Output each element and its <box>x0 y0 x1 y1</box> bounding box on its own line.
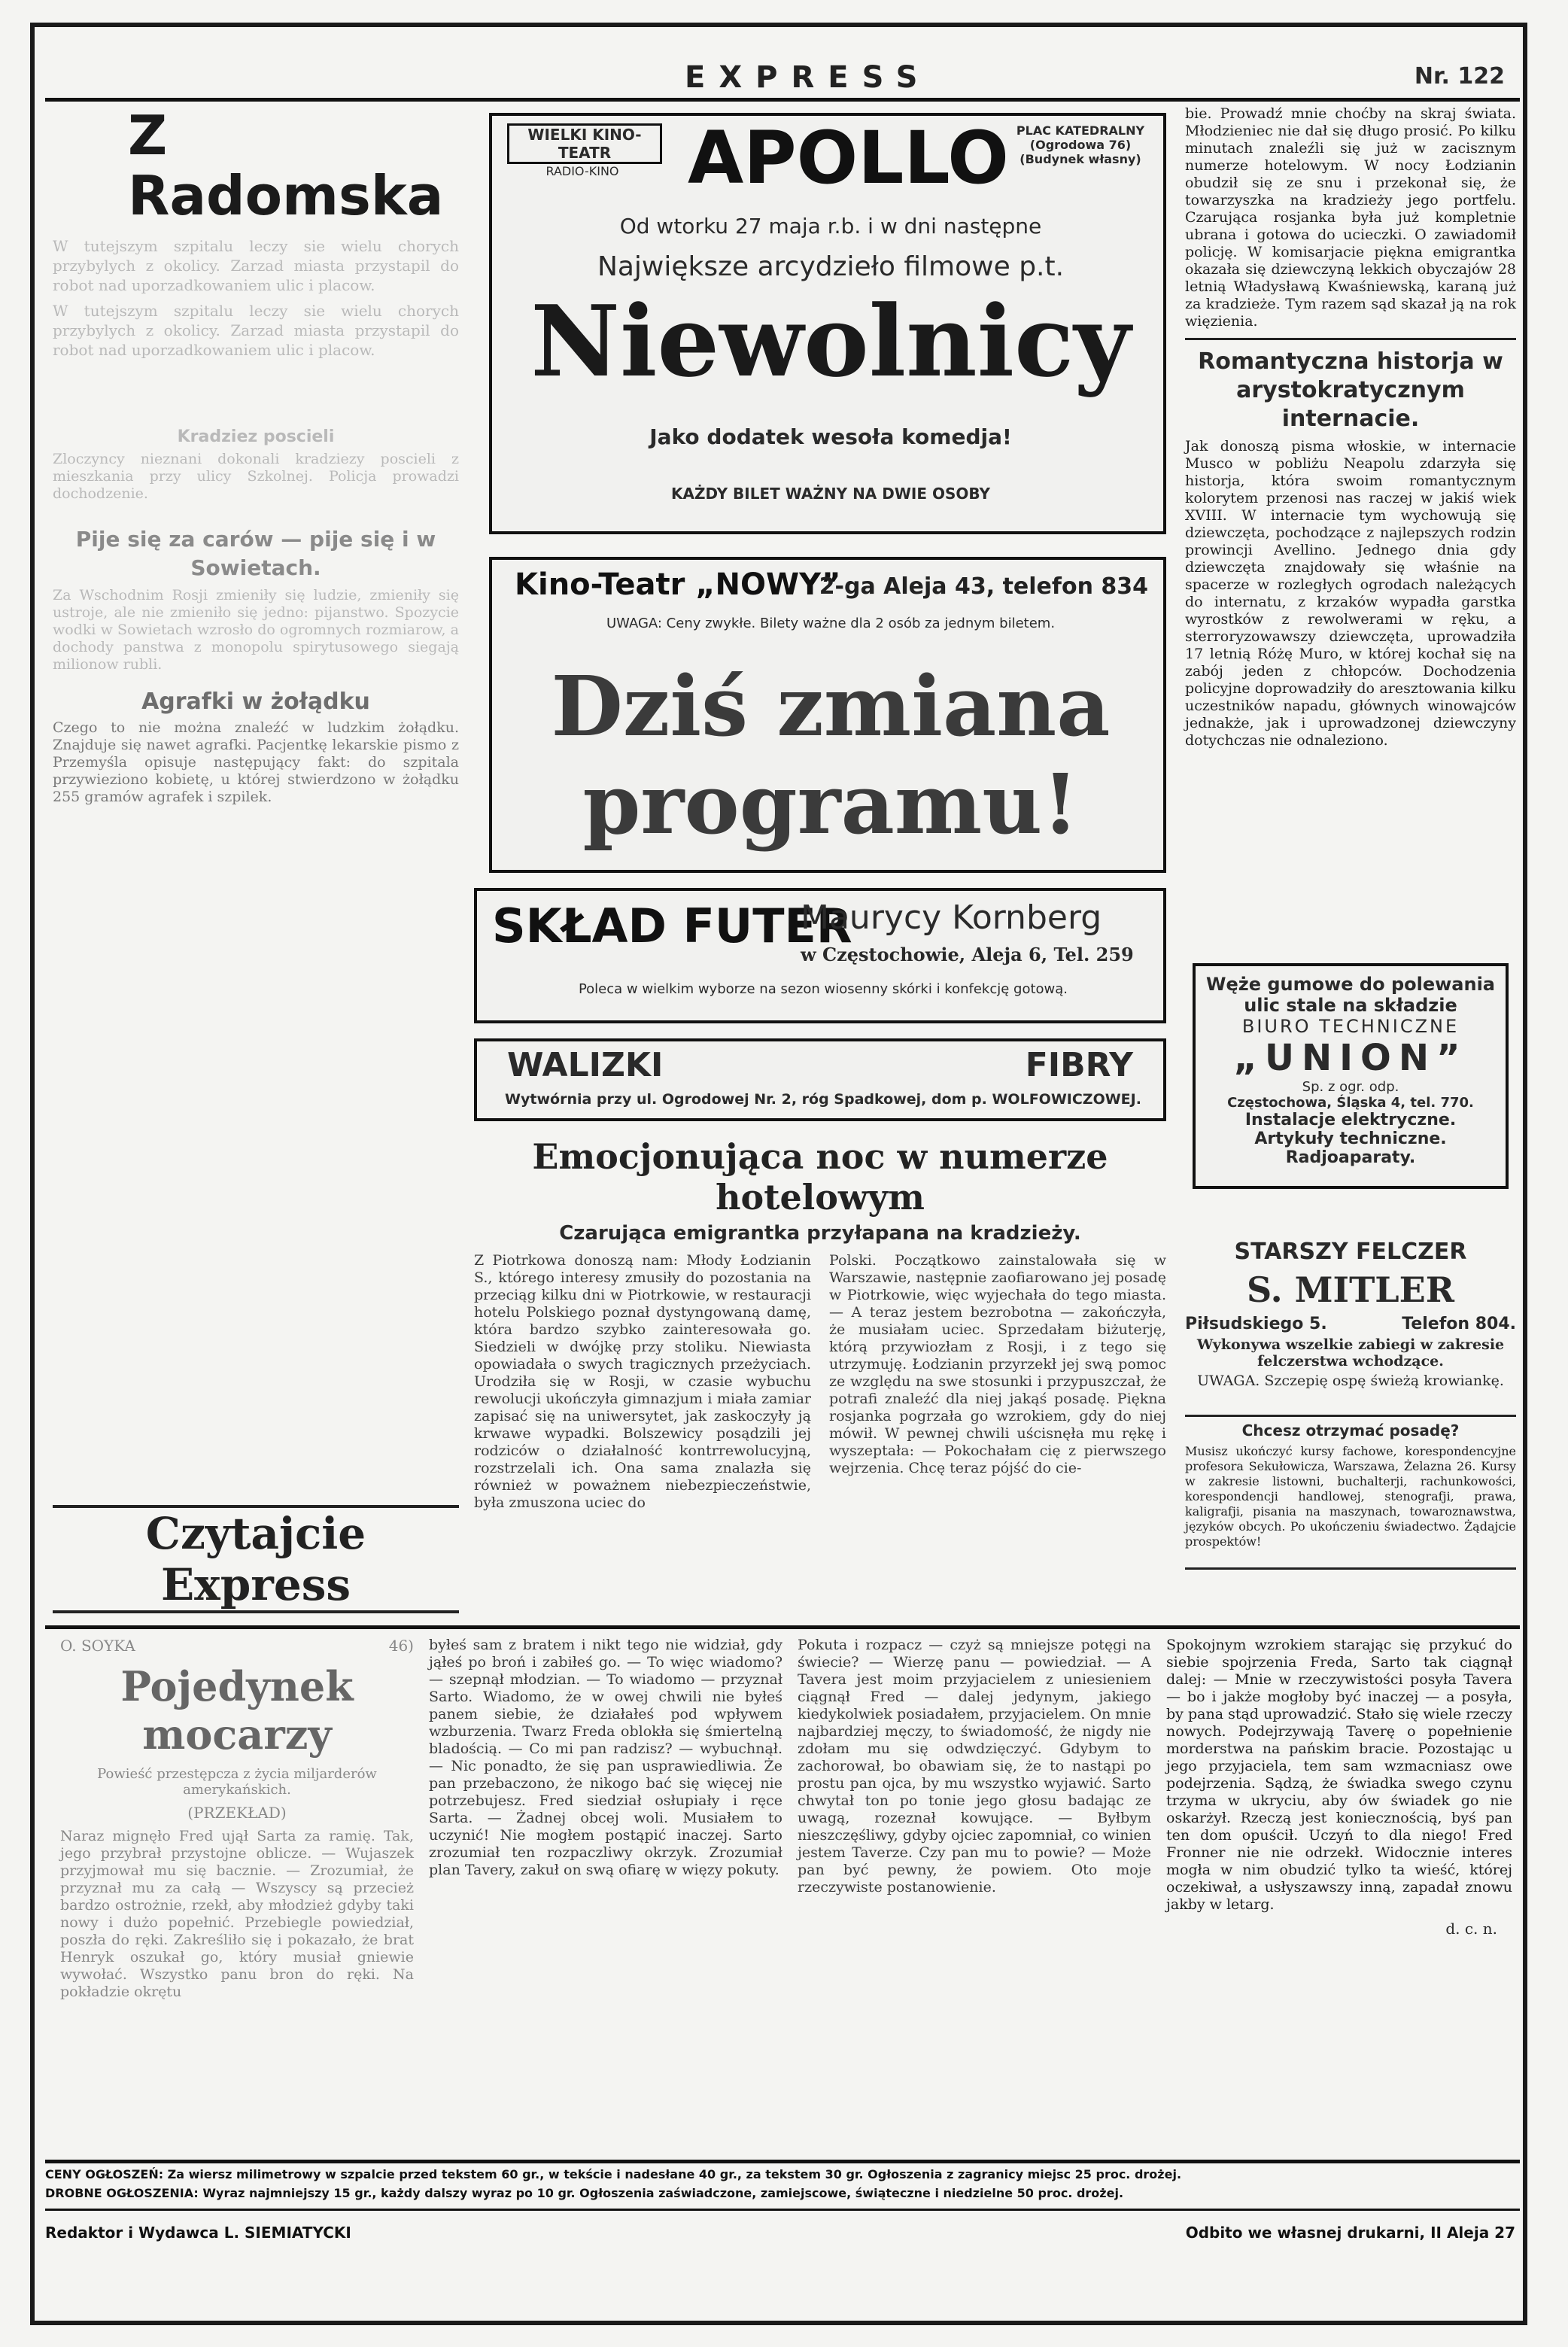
apollo-cinema-ad <box>489 113 1166 534</box>
union-line1: Instalacje elektryczne. <box>1244 1111 1457 1129</box>
footer-divider2 <box>45 2209 1520 2211</box>
footer-prices2: DROBNE OGŁOSZENIA: Wyraz najmniejszy 15 gr., każdy dalszy wyraz po 10 gr. Ogłoszenia zaświadczone, zamiejscowe, świąteczne i niedzielne 50 proc. drożej. <box>45 2186 1124 2200</box>
serial-translation: (PRZEKŁAD) <box>187 1804 287 1822</box>
issue-number: Nr. 122 <box>1414 63 1505 90</box>
right-text1: bie. Prowadź mnie choćby na skraj świata. Młodzieniec nie dał się długo prosić. Po kilku minutach znaleźli się już w zacisznym numerze hotelowym. W nocy Łodzianin obudził się ze snu i przekonał się, że towarzyszka na kradzieży jego portfelu. Czarująca rosjanka była już kompletnie ubrana i gotowa do ucieczki. O zawiadomił policję. W komisarjacie piękna emigrantka okazała się dziewczyną lekkich obyczajów 28 letnią Władysławą Kwaśniewską, karaną już za kradzieże. Tym razem sąd skazał ją na rok więzienia. <box>1185 105 1516 330</box>
text-agrafki: Czego to nie można znaleźć w ludzkim żołądku. Znajduje się nawet agrafki. Pacjentkę lekarskie pismo z Przemyśla opisuje następujący fakt: do szpitala przywieziono kobietę, u której stwierdzono w żołądku 255 gramów agrafek i szpilek. <box>53 719 459 805</box>
cinema-sub: RADIO-KINO <box>545 164 619 178</box>
courses-text: Musisz ukończyć kursy fachowe, korespondencyjne profesora Sekułowicza, Warszawa, Żelazna 26. Kursy w zakresie listowni, buchalterji, rachunkowości, korespondencji handlowej, stenografji, prawa, kaligrafji, pisania na maszynach, towaroznawstwa, języków obcych. Po ukończeniu świadectwo. Żądajcie prospektów! <box>1185 1444 1516 1549</box>
section-title: Z Radomska <box>128 104 444 227</box>
luggage-text: Wytwórnia przy ul. Ogrodowej Nr. 2, róg Spadkowej, dom p. WOLFOWICZOWEJ. <box>505 1091 1141 1108</box>
footer-printer: Odbito we własnej drukarni, II Aleja 27 <box>1185 2224 1515 2242</box>
hotel-headline: Emocjonująca noc w numerze hotelowym <box>532 1136 1108 1218</box>
hotel-subhead: Czarująca emigrantka przyłapana na kradzieży. <box>559 1222 1081 1245</box>
cinema-title: APOLLO <box>688 116 1009 200</box>
czytajcie-express-ad: Czytajcie Express <box>53 1505 459 1613</box>
courses-ad <box>1185 1415 1516 1570</box>
felczer-ad <box>1185 1234 1516 1400</box>
felczer-name: S. MITLER <box>1247 1269 1454 1310</box>
union-office: BIURO TECHNICZNE <box>1241 1016 1460 1037</box>
text-pije: Za Wschodnim Rosji zmieniły się ludzie, zmieniły się ustroje, ale nie zmieniło się jedno: pijanstwo. Spozycie wodki w Sowietach wzrosło do ogromnych rozmiarow, a dochody panstwa z monopolu spirytusowego siegają milionow rubli. <box>53 587 459 673</box>
furs-ad <box>474 888 1166 1023</box>
serial-col4 <box>1166 1637 1512 2148</box>
hotel-story <box>474 1136 1166 1565</box>
serial-subtitle: Powieść przestępcza z życia miljarderów amerykańskich. <box>97 1766 377 1798</box>
nowy-cinema-ad <box>489 557 1166 873</box>
serial-col2 <box>429 1637 782 2148</box>
cinema-extra: Jako dodatek wesoła komedja! <box>649 424 1012 449</box>
union-line2: Artykuły techniczne. <box>1254 1129 1447 1148</box>
serial-episode: 46) <box>388 1637 414 1655</box>
subhead-pije: Pije się za carów — pije się i w Sowietach. <box>75 527 436 580</box>
felczer-text: Wykonywa wszelkie zabiegi w zakresie felczerstwa wchodzące. <box>1196 1336 1505 1370</box>
film-title: Niewolnicy <box>530 284 1131 399</box>
luggage-ad <box>474 1038 1166 1121</box>
union-name: „UNION” <box>1233 1037 1468 1079</box>
nowy-note: UWAGA: Ceny zwykłe. Bilety ważne dla 2 osób za jednym biletem. <box>606 616 1056 631</box>
felczer-address: Piłsudskiego 5. <box>1185 1315 1327 1333</box>
serial-divider <box>45 1625 1520 1629</box>
right-text2: Jak donoszą pisma włoskie, w internacie Musco w pobliżu Neapolu zdarzyła się historja, która swoim romantycznym kolorytem przenosi nas raczej w jakiś wiek XVIII. W internacie tym wychowują się dziewczęta, pochodzące z najlepszych rodzin prowincji Avellino. Jednego dnia gdy dziewczęta znajdowały się właśnie na spacerze w rozległych ogrodach należących do internatu, z krzaków wypadła garstka wyrostków z rewolwerami w ręku, a sterroryzowawszy dziewczęta, uprowadziła 17 letnią Różę Muro, w której kochał się na zabój jeden z chłopców. Dochodzenia policyjne doprowadziły do aresztowania kilku uczestników napadu, głównych winowajców jednakże, jak i uprowadzonej dziewczyny dotychczas nie odnaleziono. <box>1185 438 1516 749</box>
serial-title: Pojedynek mocarzy <box>120 1662 354 1759</box>
serial-text2: byłeś sam z bratem i nikt tego nie widział, gdy jąłeś po broń i zabiłeś go. — To więc wiadomo? — szepnął młodzian. — To wiadomo — przyznał Sarto. Wiadomo, że w owej chwili nie byłeś panem siebie, że działałeś pod wpływem wzburzenia. Twarz Freda oblokła się śmiertelną bladością. — Co mi pan radzisz? — wybuchnął. — Nic ponadto, że się pan usprawiedliwia. Że pan przebaczono, że nikogo bać się więcej nie potrzebujesz. Fred siedział osłupiały i ręce Sarta. — Żadnej obcej woli. Musiałem to uczynić! Nie mogłem postąpić inaczej. Sarto zrozumiał ten rozpaczliwy okrzyk. Zrozumiał plan Tavery, zakuł on swą ofiarę w więzy pokuty. <box>429 1637 782 1878</box>
luggage-title2: FIBRY <box>1025 1046 1133 1084</box>
masthead <box>45 60 1520 102</box>
courses-title: Chcesz otrzymać posadę? <box>1241 1421 1460 1440</box>
serial-text1: Naraz mignęło Fred ujął Sarta za ramię. Tak, jego przybrał przystojne oblicze. — Wujaszek przyjmował mu się bacznie. — Zrozumiał, że przyznał mu za całą — Wszyscy są przecież bardzo ostrożnie, rzekł, aby młodzież gdyby taki nowy i dużo popełnić. Przebiegle powiedział, poszła do ręki. Zakreśliło się i pokazało, że brat Henryk oszukał go, który musiał gniewie wywołać. Wszystko panu bron do ręki. Na pokładzie okrętu <box>60 1828 414 2000</box>
nowy-name: Kino-Teatr „NOWY” <box>515 567 841 602</box>
faded-text-2: W tutejszym szpitalu leczy sie wielu chorych przybylych z okolicy. Zarzad miasta przystapil do robot nad uporzadkowaniem ulic i placow. <box>53 302 459 359</box>
felczer-phone: Telefon 804. <box>1402 1315 1516 1333</box>
footer-prices: CENY OGŁOSZEŃ: Za wiersz milimetrowy w szpalcie przed tekstem 60 gr., w tekście i nadesłane 40 gr., za tekstem 30 gr. Ogłoszenia z zagranicy miejsc 25 proc. drożej. <box>45 2167 1182 2181</box>
subhead-kradziez: Kradziez poscieli <box>177 427 335 446</box>
furs-owner: Maurycy Kornberg <box>801 898 1102 937</box>
cinema-date: Od wtorku 27 maja r.b. i w dni następne <box>619 214 1042 239</box>
serial-text4: Spokojnym wzrokiem starając się przykuć do siebie spojrzenia Freda, Sarto tak ciągnął dalej: — Mnie w rzeczywistości posyła Tavera — bo i jakże mogłoby być inaczej — a posyła, by pana stąd uprowadzić. Stało się wiele rzeczy nowych. Podejrzywają Taverę o popełnienie morderstwa na pańskim bracie. Pozostając u jego przyjaciela, tem sam wzmacniasz owe podejrzenia. Sądzą, że świadka swego czynu trzyma w ukryciu, aby ów świadek go nie oskarżył. Rzeczą jest koniecznością, byś pan ten dom opuścił. Uczyń to dla niego! Fred Fronner nie nie odrzekł. Widocznie interes mogła w nim obudzić tylko ta wieść, której oczekiwał, a usłyszawszy inną, zapadał znowu jakby w letarg. <box>1166 1637 1512 1913</box>
felczer-title: STARSZY FELCZER <box>1234 1239 1467 1265</box>
serial-col3 <box>798 1637 1151 2148</box>
union-line3: Radjoaparaty. <box>1285 1148 1416 1167</box>
serial-text3: Pokuta i rozpacz — czyż są mniejsze potęgi na świecie? — Wierzę panu — powiedział. — A Tavera jest moim przyjacielem z uniesieniem ciągnął Fred — dalej jedynym, jakiego kiedykolwiek posiadałem, przyjacielem. On mnie najbardziej męczy, to świadomość, że nigdy nie zdołam mu się odwdzięczyć. Gdybym to zachorował, bo obawiam się, że to nastąpi po prostu pan ojca, by mu wszystko wyjawić. Sarto chwytał ton po tonie jego głosu badając ze uwagą, rozeznał kowujące. — Byłbym nieszczęśliwy, gdyby ojciec zapomniał, co winien jestem Taverze. Czy pan mu to powie? — Może pan być pewny, że powiem. Oto moje rzeczywiste postanowienie. <box>798 1637 1151 1896</box>
subhead-agrafki: Agrafki w żołądku <box>141 689 370 715</box>
paper-name: EXPRESS <box>685 60 931 95</box>
union-head: Węże gumowe do polewania ulic stale na składzie <box>1206 974 1495 1016</box>
furs-text: Poleca w wielkim wyborze na sezon wiosenny skórki i konfekcję gotową. <box>578 981 1068 997</box>
furs-title: SKŁAD FUTER <box>492 898 852 953</box>
divider <box>1185 338 1516 340</box>
right-headline: Romantyczna historja w arystokratycznym internacie. <box>1198 348 1503 432</box>
right-column <box>1185 105 1516 948</box>
union-company: Sp. z ogr. odp. <box>1302 1079 1399 1095</box>
serial-end-mark: d. c. n. <box>1445 1920 1497 1938</box>
union-ad <box>1193 963 1509 1189</box>
text-kradziez: Zloczyncy nieznani dokonali kradziezy poscieli z mieszkania przy ulicy Szkolnej. Policja prowadzi dochodzenie. <box>53 451 459 502</box>
nowy-address: 2-ga Aleja 43, telefon 834 <box>819 573 1148 600</box>
footer-divider <box>45 2160 1520 2163</box>
cinema-note: KAŻDY BILET WAŻNY NA DWIE OSOBY <box>670 485 991 503</box>
nowy-headline: Dziś zmiana programu! <box>551 658 1111 853</box>
left-column <box>53 104 459 1610</box>
faded-text: W tutejszym szpitalu leczy sie wielu chorych przybylych z okolicy. Zarzad miasta przystapil do robot nad uporzadkowaniem ulic i placow. <box>53 237 459 294</box>
felczer-note: UWAGA. Szczepię ospę świeżą krowiankę. <box>1197 1373 1504 1389</box>
serial-col1 <box>60 1637 414 2148</box>
luggage-title: WALIZKI <box>507 1046 664 1084</box>
cinema-location: PLAC KATEDRALNY (Ogrodowa 76) (Budynek własny) <box>1016 123 1145 166</box>
hotel-col2: Polski. Początkowo zainstalowała się w Warszawie, następnie zaofiarowano jej posadę w Piotrkowie, więc wyjechała do tego miasta. — A teraz jestem bezrobotna — zakończyła, że musiałam uciec. Sprzedałam biżuterję, którą przywiozłam z Rosji, i z tego się utrzymuję. Łodzianin przyrzekł jej swą pomoc ze względu na swe stosunki i przypuszczał, że potrafi znaleźć dla niej jakąś posadę. Piękna rosjanka pogrzała go wzrokiem, gdy do niej mówił. W pewnej chwili uścisnęła mu rękę i wyszeptała: — Pokochałam cię z pierwszego wejrzenia. Chcę teraz pójść do cie- <box>829 1252 1166 1476</box>
hotel-col1: Z Piotrkowa donoszą nam: Młody Łodzianin S., którego interesy zmusiły do pozostania na przeciąg kilku dni w Piotrkowie, w restauracji hotelu Polskiego poznał dystyngowaną damę, która bardzo szybko zainteresowała go. Siedzieli w dwójkę przy stoliku. Niewiasta opowiadała o swych tragicznych przeżyciach. Urodziła się w Rosji, w czasie wybuchu rewolucji ukończyła gimnazjum i miała zamiar zapisać się na uniwersytet, jak zaskoczyły ją krwawe wypadki. Bolszewicy posądzili jej rodziców o działalność kontrrewolucyjną, rozstrzelali ich. Ona sama znalazła się również w poważnem niebezpieczeństwie, była zmuszona uciec do <box>474 1252 811 1511</box>
union-address: Częstochowa, Śląska 4, tel. 770. <box>1227 1095 1474 1111</box>
cinema-headline: Największe arcydzieło filmowe p.t. <box>597 251 1065 282</box>
serial-author: O. SOYKA <box>60 1637 135 1655</box>
footer-editor: Redaktor i Wydawca L. SIEMIATYCKI <box>45 2224 351 2242</box>
furs-address: w Częstochowie, Aleja 6, Tel. 259 <box>801 944 1134 965</box>
cinema-name: WIELKI KINO-TEATR <box>507 123 662 164</box>
